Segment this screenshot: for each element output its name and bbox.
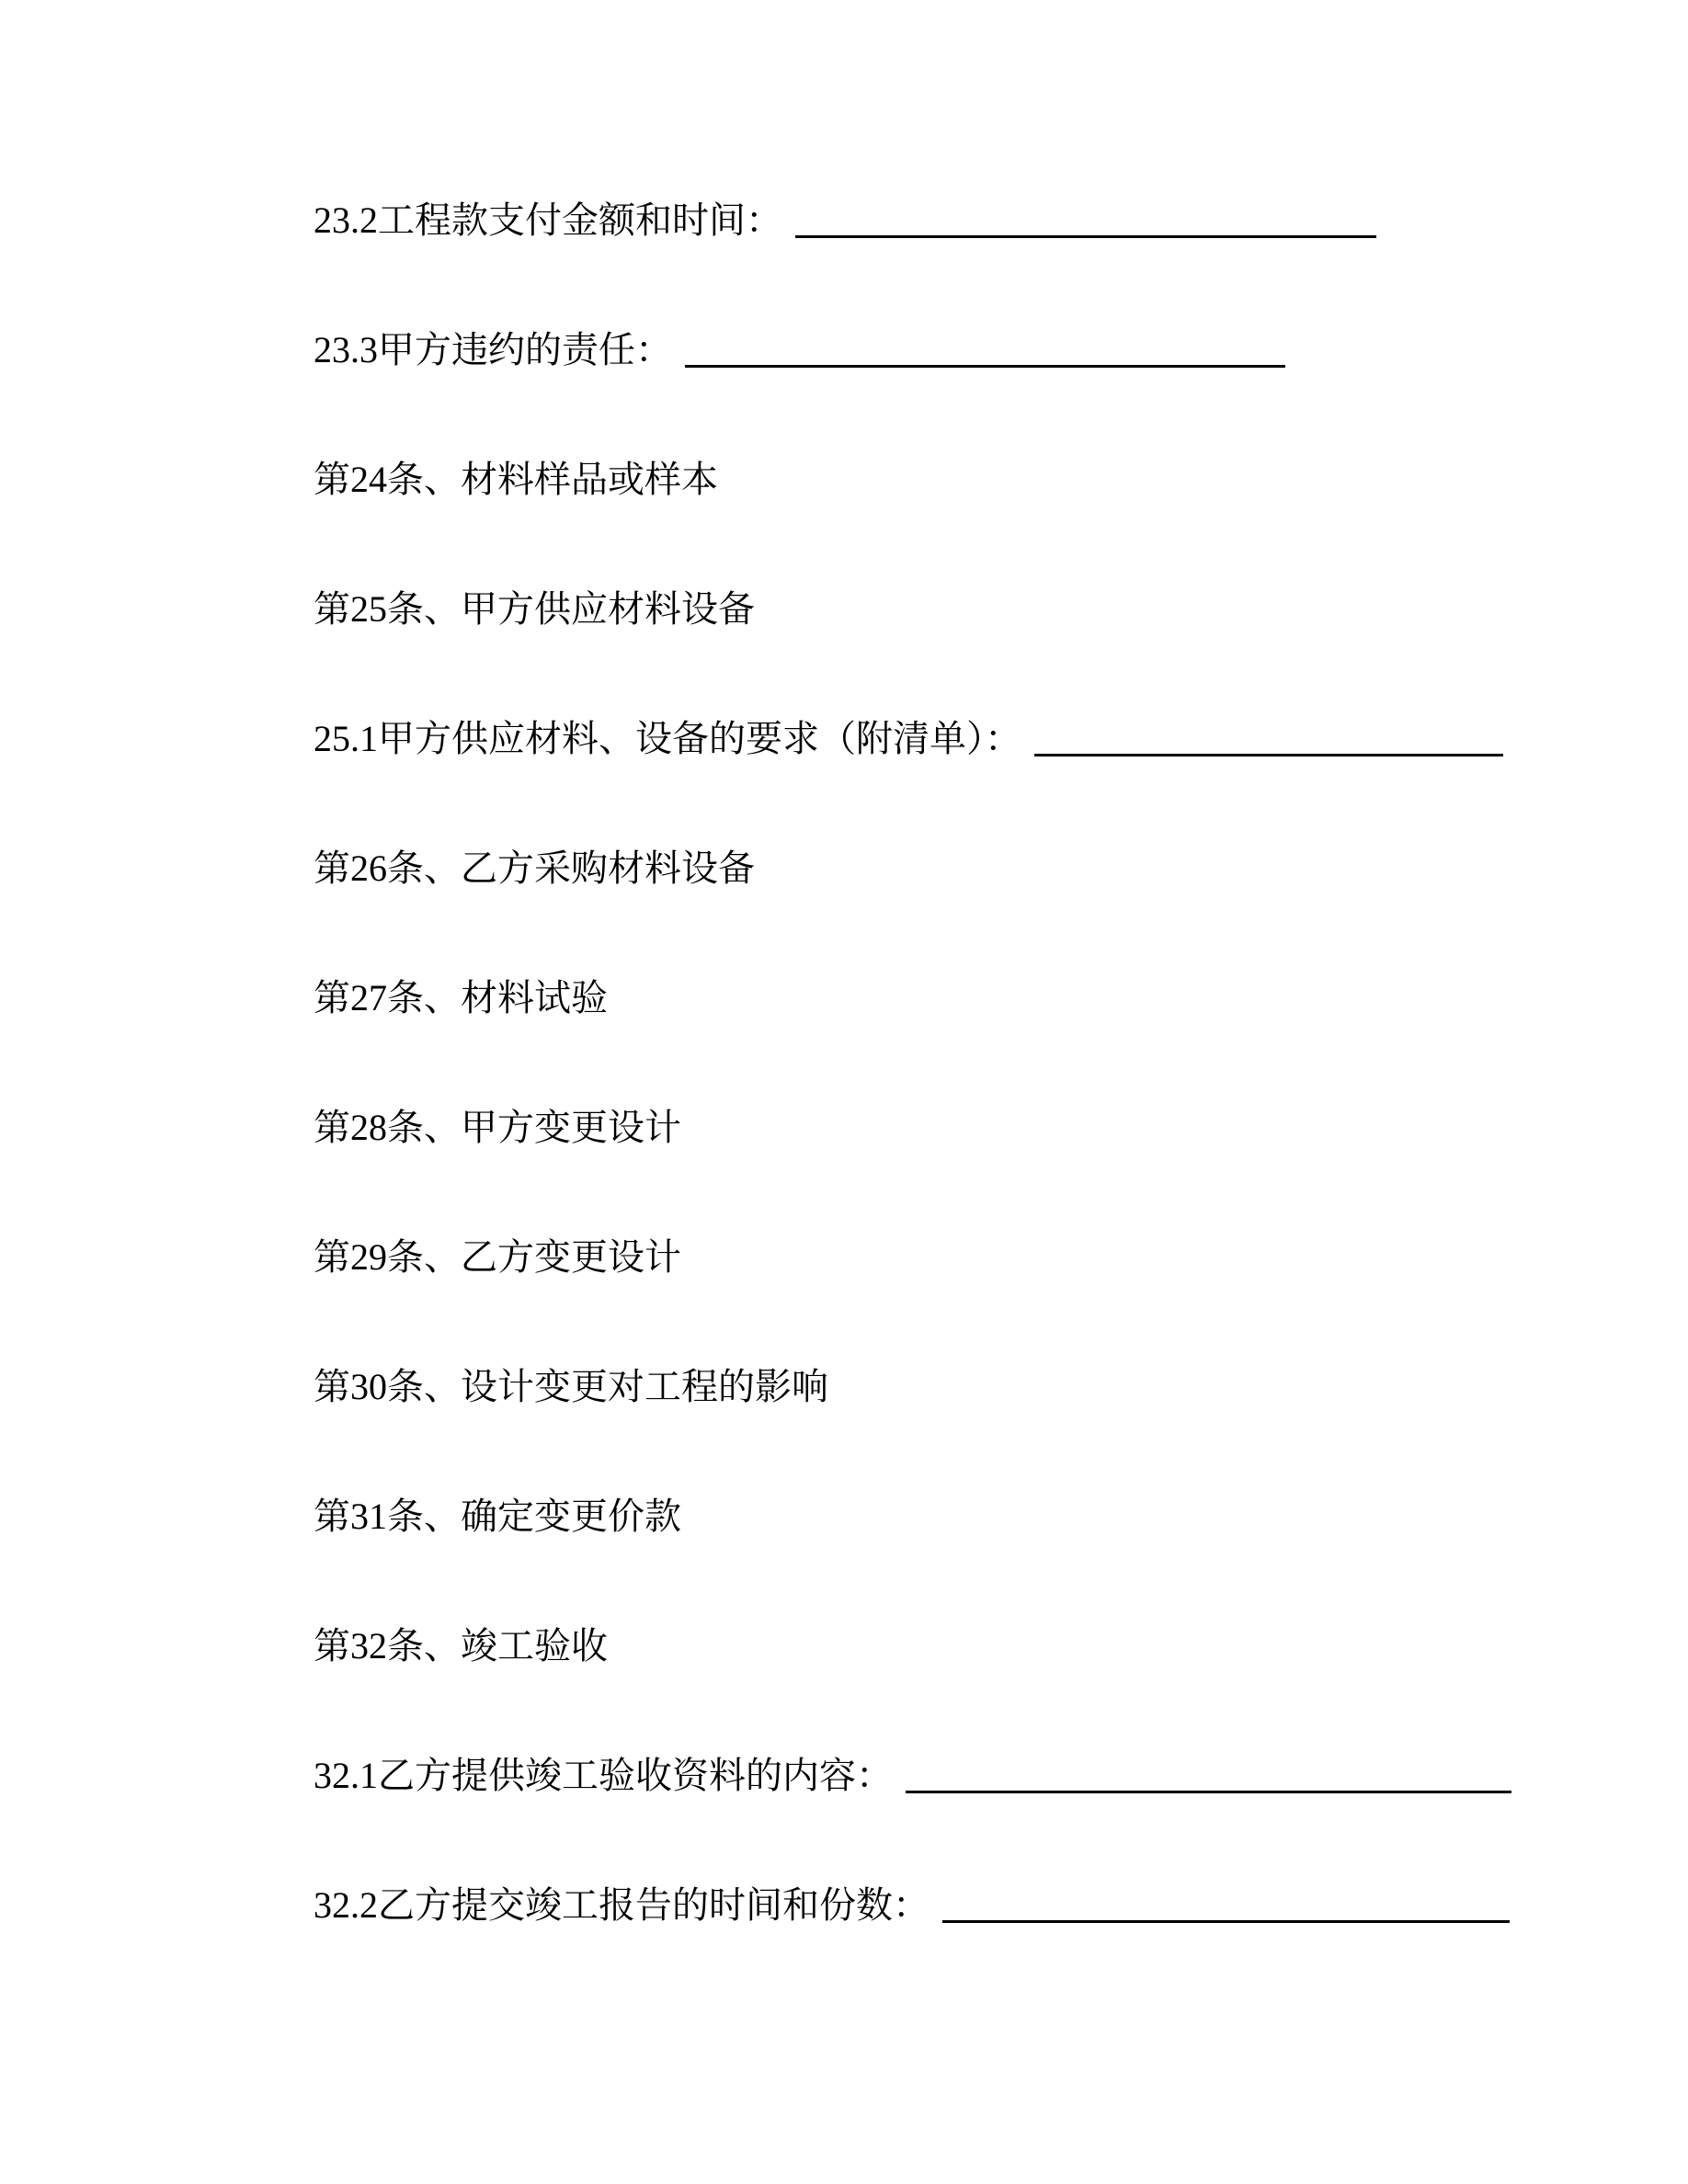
clause-text: 第28条、甲方变更设计: [314, 1107, 681, 1148]
clause-line: [314, 848, 1596, 889]
clause-text: 23.2工程款支付金额和时间：: [314, 199, 782, 241]
clause-line: [314, 719, 1596, 759]
clause-text: 23.3甲方违约的责任：: [314, 329, 672, 370]
clause-text: 第30条、设计变更对工程的影响: [314, 1366, 828, 1407]
clause-text: 32.1乙方提供竣工验收资料的内容：: [314, 1755, 893, 1796]
clause-text: 25.1甲方供应材料、设备的要求（附清单）：: [314, 718, 1021, 759]
fill-in-blank[interactable]: [685, 332, 1285, 368]
clause-line: [314, 1108, 1596, 1148]
fill-in-blank[interactable]: [795, 202, 1376, 238]
clause-line: [314, 460, 1596, 500]
clause-line: [314, 330, 1596, 370]
clause-line: [314, 978, 1596, 1018]
clause-text: 第26条、乙方采购材料设备: [314, 847, 755, 889]
clause-text: 第27条、材料试验: [314, 977, 608, 1018]
fill-in-blank[interactable]: [942, 1887, 1510, 1923]
clause-text: 第24条、材料样品或样本: [314, 459, 718, 500]
clause-line: [314, 200, 1596, 241]
clause-text: 第25条、甲方供应材料设备: [314, 588, 755, 630]
clause-line: [314, 1626, 1596, 1666]
fill-in-blank[interactable]: [906, 1757, 1511, 1793]
clause-line: [314, 1237, 1596, 1278]
clause-line: [314, 589, 1596, 630]
clause-line: [314, 1756, 1596, 1796]
clause-text: 第32条、竣工验收: [314, 1625, 608, 1666]
clause-line: [314, 1367, 1596, 1407]
clause-line: [314, 1885, 1596, 1926]
clause-text: 第29条、乙方变更设计: [314, 1236, 681, 1278]
clause-text: 第31条、确定变更价款: [314, 1496, 681, 1537]
fill-in-blank[interactable]: [1034, 721, 1503, 756]
clause-text: 32.2乙方提交竣工报告的时间和份数：: [314, 1884, 930, 1926]
clause-line: [314, 1496, 1596, 1537]
